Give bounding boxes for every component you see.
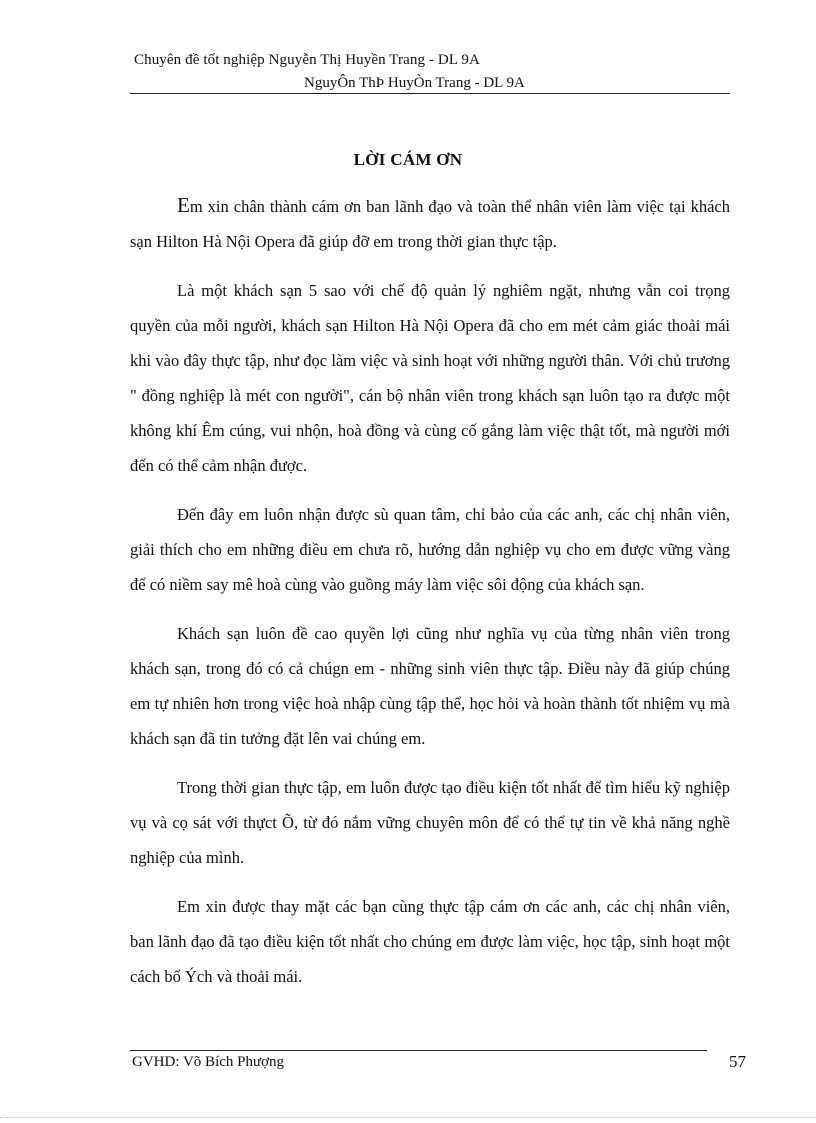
paragraph-6: Em xin được thay mặt các bạn cùng thực tập cám ơn các anh, các chị nhân viên, ban lãnh đạo đã tạo điều kiện tốt nhất cho chúng em được làm việc, học tập, sinh hoạt một cách bổ Ých và thoải mái. bbox=[130, 897, 730, 986]
drop-letter: E bbox=[177, 193, 190, 217]
footer-advisor: GVHD: Võ Bích Phượng bbox=[132, 1054, 285, 1070]
body-text bbox=[130, 188, 730, 1008]
header-divider bbox=[130, 93, 730, 94]
page-number: 57 bbox=[729, 1052, 746, 1071]
footer-divider bbox=[130, 1050, 707, 1051]
paragraph-1 bbox=[130, 188, 730, 259]
page-bottom-edge bbox=[0, 1117, 816, 1118]
page-header-line-1: Chuyên đề tốt nghiệp Nguyễn Thị Huyền Trang - DL 9A bbox=[134, 52, 480, 68]
paragraph-1-text: m xin chân thành cám ơn ban lãnh đạo và toàn thể nhân viên làm việc tại khách sạn Hilton Hà Nội Opera đã giúp đỡ em trong thời gian thực tập. bbox=[130, 197, 730, 251]
paragraph-3: Đến đây em luôn nhận được sù quan tâm, chỉ bảo của các anh, các chị nhân viên, giải thích cho em những điều em chưa rõ, hướng dẫn nghiệp vụ cho em được vững vàng để có niềm say mê hoà cùng vào guồng máy làm việc sôi động của khách sạn. bbox=[130, 505, 730, 594]
paragraph-2: Là một khách sạn 5 sao với chế độ quản lý nghiêm ngặt, nhưng vẫn coi trọng quyền của mỗi người, khách sạn Hilton Hà Nội Opera đã cho em mét cảm giác thoải mái khi vào đây thực tập, như đọc làm việc và sinh hoạt với những người thân. Với chủ trương " đồng nghiệp là mét con người", cán bộ nhân viên trong khách sạn luôn tạo ra được một không khí Êm cúng, vui nhộn, hoà đồng và cùng cố gắng làm việc thật tốt, mà người mới đến có thể cảm nhận được. bbox=[130, 281, 730, 475]
page-title: LỜI CÁM ƠN bbox=[353, 150, 463, 169]
page-header-line-2: NguyÔn ThÞ HuyÒn Trang - DL 9A bbox=[304, 75, 525, 91]
paragraph-4: Khách sạn luôn đề cao quyền lợi cũng như nghĩa vụ của từng nhân viên trong khách sạn, trong đó có cả chúgn em - những sinh viên thực tập. Điều này đã giúp chúng em tự nhiên hơn trong việc hoà nhập cùng tập thể, học hỏi và hoàn thành tốt nhiệm vụ mà khách sạn đã tin tưởng đặt lên vai chúng em. bbox=[130, 624, 730, 748]
paragraph-5: Trong thời gian thực tập, em luôn được tạo điều kiện tốt nhất để tìm hiểu kỹ nghiệp vụ và cọ sát với thựct Õ, từ đó nắm vững chuyên môn để có thể tự tin về khả năng nghề nghiệp của mình. bbox=[130, 778, 730, 867]
